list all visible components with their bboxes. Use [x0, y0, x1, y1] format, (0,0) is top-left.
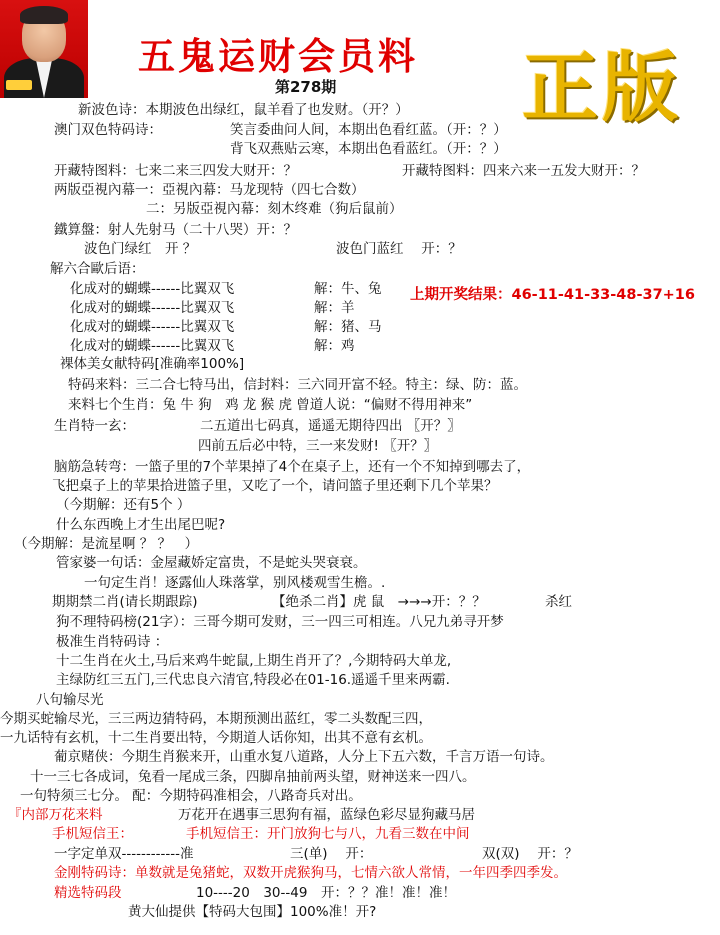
- text-line: 开藏特图料：七来二来三四发大财开：？: [54, 163, 297, 179]
- text-line: 黄大仙提供【特码大包围】100%准！开?: [128, 904, 377, 920]
- text-line: 狗不理特码榜(21字）：三哥今期可发财，三一四三可相连。八兄九弟寻开梦: [56, 614, 504, 630]
- text-line: 期期禁二肖(请长期跟踪): [52, 594, 198, 610]
- text-line: 主绿防红三五门,三代忠良六清官,特段必在01-16.遥遥千里来两霸.: [56, 672, 450, 688]
- text-line: 十一三七各成词，兔看一尾成三条，四脚帛抽前两头望，财神送来一四八。: [30, 769, 476, 785]
- text-line: 金刚特码诗：单数就是兔猪蛇，双数开虎猴狗马，七情六欲人常情，一年四季四季发。: [54, 865, 567, 881]
- text-line: 『内部万花来料: [8, 807, 103, 823]
- text-line: 开藏特图料：四来六来一五发大财开：？: [402, 163, 645, 179]
- text-line: 二五道出七码真，遥遥无期待四出 〖开？〗: [200, 418, 461, 434]
- text-line: 四前五后必中特，三一来发财! 〖开？〗: [198, 438, 438, 454]
- text-line: （今期解：是流星啊 ？ ？ ）: [14, 536, 199, 552]
- text-line: 特码来料：三二合七特马出，信封料：三六同开富不轻。特主：绿、防：蓝。: [68, 377, 527, 393]
- text-line: 一九话特有玄机，十二生肖要出特，今期道人话你知，出其不意有玄机。: [0, 730, 432, 746]
- text-line: 笑言委曲问人间，本期出色看红蓝。（开：？）: [230, 122, 507, 138]
- text-line: 化成对的蝴蝶------比翼双飞: [70, 300, 235, 316]
- text-line: 飞把桌子上的苹果拾进篮子里，又吃了一个，请问篮子里还剩下几个苹果？: [52, 478, 498, 494]
- text-line: 解：猪、马: [314, 319, 382, 335]
- text-line: 二：另版亞視內幕：刻木终难（狗后鼠前）: [146, 201, 403, 217]
- text-line: 十二生肖在火土,马后来鸡牛蛇鼠,上期生肖开了？,今期特码大单龙,: [56, 653, 452, 669]
- text-line: 两版亞視內幕一：亞視內幕：马龙现特（四七合数）: [54, 182, 365, 198]
- text-line: 化成对的蝴蝶------比翼双飞: [70, 319, 235, 335]
- text-line: 化成对的蝴蝶------比翼双飞: [70, 338, 235, 354]
- text-line: 管家婆一句话：金屋藏娇定富贵，不是蛇头哭衰衰。: [56, 555, 367, 571]
- text-line: 10----20 30--49 开：？？准！准！准！: [196, 885, 456, 901]
- authentic-stamp: 正版: [522, 43, 682, 132]
- text-line: （今期解：还有5个 ）: [56, 497, 191, 513]
- text-line: 极准生肖特码诗 ：: [56, 634, 169, 650]
- text-line: 今期买蛇输尽光，三三两边猜特码，本期预测出蓝红，零二头数配三四，: [0, 711, 432, 727]
- text-line: 化成对的蝴蝶------比翼双飞: [70, 281, 235, 297]
- text-line: 背飞双燕贴云寒，本期出色看蓝红。（开：？）: [230, 141, 507, 157]
- text-line: 生肖特一玄：: [54, 418, 135, 434]
- text-line: 八句输尽光: [36, 692, 104, 708]
- text-line: 解：羊: [314, 300, 355, 316]
- last-draw-result: 上期开奖结果：46-11-41-33-48-37+16: [410, 287, 695, 303]
- text-line: 波色门绿红 开 ？: [84, 241, 197, 257]
- page-title: 五鬼运财会员料: [138, 34, 418, 78]
- text-line: 葡京赌侠：今期生肖猴来开，山重水复八道路，人分上下五六数，千言万语一句诗。: [54, 749, 554, 765]
- text-line: 精选特码段: [54, 885, 122, 901]
- text-line: 澳门双色特码诗：: [54, 122, 162, 138]
- text-line: 解：牛、兔: [314, 281, 382, 297]
- text-line: 脑筋急转弯：一篮子里的7个苹果掉了4个在桌子上，还有一个不知掉到哪去了，: [54, 459, 531, 475]
- text-line: 解：鸡: [314, 338, 355, 354]
- text-line: 鐵算盤：射人先射马（二十八哭）开：？: [54, 222, 297, 238]
- text-line: 双(双) 开：？: [482, 846, 578, 862]
- text-line: 杀红: [545, 594, 572, 610]
- text-line: 一字定单双------------准: [54, 846, 194, 862]
- text-line: 手机短信王：: [52, 826, 133, 842]
- text-line: 解六合歐后语：: [50, 261, 145, 277]
- issue-number: 第278期: [275, 78, 337, 96]
- text-line: 【绝杀二肖】虎 鼠 →→→开：？？: [272, 594, 486, 610]
- text-line: 一句特须三七分。 配：今期特码准相会，八路奇兵对出。: [20, 788, 362, 804]
- text-line: 手机短信王：开门放狗七与八，九看三数在中间: [186, 826, 470, 842]
- text-line: 波色门蓝红 开：？: [336, 241, 462, 257]
- text-line: 什么东西晚上才生出尾巴呢?: [56, 517, 226, 533]
- text-line: 新波色诗：本期波色出绿红，鼠羊看了也发财。（开？）: [78, 102, 409, 118]
- text-line: 万花开在遇事三思狗有福，蓝绿色彩尽显狗藏马居: [178, 807, 475, 823]
- text-line: 来料七个生肖：兔 牛 狗 鸡 龙 猴 虎 曾道人说：“偏财不得用神来”: [68, 397, 473, 413]
- text-line: 裸体美女献特码[准确率100%]: [60, 356, 245, 372]
- text-line: 三(单) 开：: [290, 846, 373, 862]
- portrait-photo: [0, 0, 88, 98]
- text-line: 一句定生肖！逐露仙人珠落掌，别风楼观雪生檐。.: [84, 575, 386, 591]
